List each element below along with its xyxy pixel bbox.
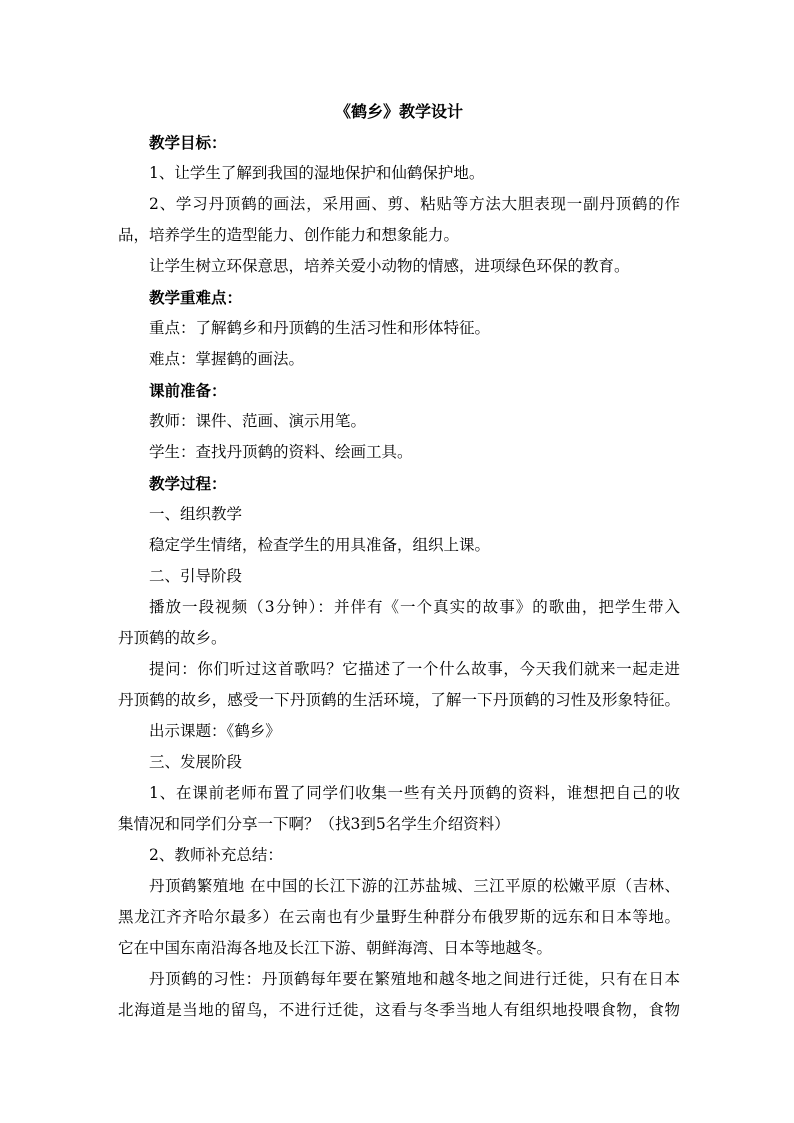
section-heading: 教学过程： [149,474,227,493]
paragraph-line: 播放一段视频（3分钟）：并伴有《一个真实的故事》的歌曲，把学生带入 [149,598,680,616]
document-body [118,96,680,1026]
document-title: 《鹤乡》教学设计 [334,102,463,121]
paragraph-line: 出示课题：《鹤乡》 [149,722,281,740]
paragraph-line: 1、让学生了解到我国的湿地保护和仙鹤保护地。 [149,164,485,182]
paragraph-line: 丹顶鹤繁殖地 在中国的长江下游的江苏盐城、三江平原的松嫩平原（吉林、 [149,877,680,895]
paragraph-line: 集情况和同学们分享一下啊？（找3到5名学生介绍资料） [118,815,510,833]
paragraph-line: 稳定学生情绪，检查学生的用具准备，组织上课。 [149,536,491,554]
paragraph-line: 丹顶鹤的故乡。 [118,629,227,647]
paragraph-line: 品，培养学生的造型能力、创作能力和想象能力。 [118,226,460,244]
paragraph-line: 三、发展阶段 [149,753,243,771]
paragraph-line: 重点：了解鹤乡和丹顶鹤的生活习性和形体特征。 [149,319,491,337]
paragraph-line: 学生：查找丹顶鹤的资料、绘画工具。 [149,443,413,461]
section-heading: 课前准备： [149,381,227,400]
paragraph-line: 一、组织教学 [149,505,243,523]
paragraph-line: 教师：课件、范画、演示用笔。 [149,412,367,430]
paragraph-line: 二、引导阶段 [149,567,243,585]
paragraph-line: 北海道是当地的留鸟，不进行迁徙，这看与冬季当地人有组织地投喂食物，食物 [118,1001,680,1019]
paragraph-line: 丹顶鹤的习性：丹顶鹤每年要在繁殖地和越冬地之间进行迁徙，只有在日本 [149,970,680,988]
paragraph-line: 2、学习丹顶鹤的画法，采用画、剪、粘贴等方法大胆表现一副丹顶鹤的作 [149,195,680,213]
paragraph-line: 提问：你们听过这首歌吗？它描述了一个什么故事，今天我们就来一起走进 [149,660,680,678]
section-heading: 教学目标： [149,133,227,152]
paragraph-line: 让学生树立环保意思，培养关爱小动物的情感，进项绿色环保的教育。 [149,257,630,275]
paragraph-line: 难点：掌握鹤的画法。 [149,350,305,368]
paragraph-line: 2、教师补充总结： [149,846,283,864]
paragraph-line: 1、在课前老师布置了同学们收集一些有关丹顶鹤的资料，谁想把自己的收 [149,784,680,802]
paragraph-line: 丹顶鹤的故乡，感受一下丹顶鹤的生活环境，了解一下丹顶鹤的习性及形象特征。 [118,691,680,709]
section-heading: 教学重难点： [149,288,243,307]
paragraph-line: 它在中国东南沿海各地及长江下游、朝鲜海湾、日本等地越冬。 [118,939,553,957]
paragraph-line: 黑龙江齐齐哈尔最多）在云南也有少量野生种群分布俄罗斯的远东和日本等地。 [118,908,680,926]
